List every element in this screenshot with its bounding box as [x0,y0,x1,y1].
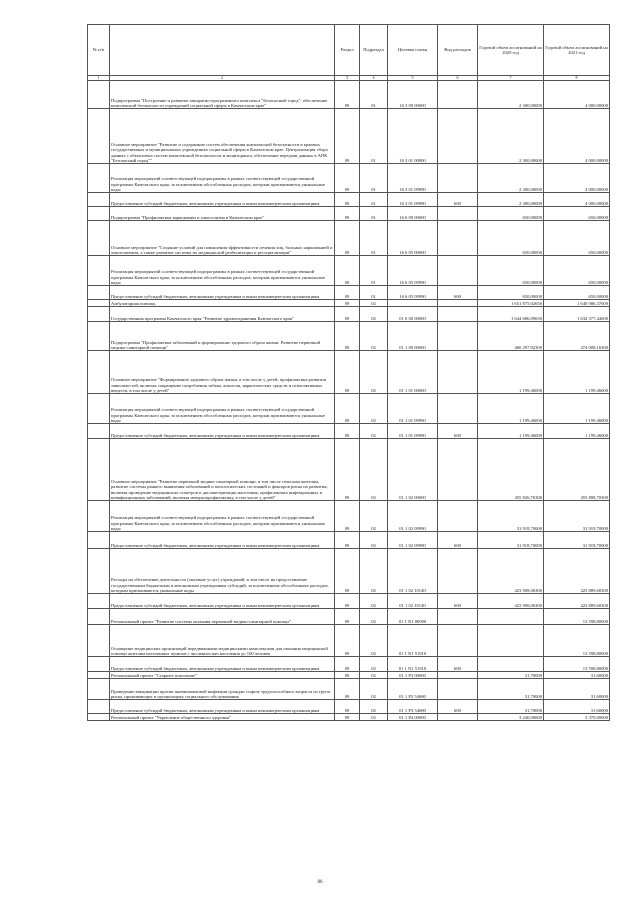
row-number-cell [88,221,110,256]
row-name-cell: Подпрограмма "Построение и развитие аппаратно-программного комплекса "Безопасный город", обеспечение комплексной безопасности учреждений социальной сферы в Камчатском крае" [110,81,335,109]
row-number-cell [88,657,110,672]
amount-2020-cell: 31 918,70000 [478,501,544,532]
table-row [88,609,610,625]
table-row [88,679,610,700]
header-cell: Целевая статья [388,25,438,76]
amount-2021-cell: 13 598,80000 [544,657,610,672]
podrazdel-cell: 01 [360,193,388,207]
expense-type-cell [438,672,478,679]
row-name-cell: Региональный проект "Старшее поколение" [110,672,335,679]
table-row [88,394,610,424]
row-name-cell: Подпрограмма "Профилактика наркомании и алкоголизма в Камчатском крае" [110,207,335,221]
amount-2021-cell: 650,00000 [544,221,610,256]
expense-type-cell [438,625,478,657]
target-article-cell: 16 3 00 00000 [388,81,438,109]
row-name-cell: Подпрограмма "Профилактика заболеваний и формирование здорового образа жизни. Развитие первичной медико-санитарной помощи" [110,322,335,351]
podrazdel-cell: 02 [360,679,388,700]
razdel-cell: 09 [335,424,360,439]
column-number: 5 [388,76,438,81]
amount-2021-cell: 1 632 377,44600 [544,307,610,322]
target-article-cell [388,300,438,307]
razdel-cell: 09 [335,657,360,672]
expense-type-cell: 600 [438,193,478,207]
amount-2020-cell: 650,00000 [478,221,544,256]
amount-2020-cell: 1 199,46000 [478,394,544,424]
row-number-cell [88,286,110,300]
amount-2020-cell: 1 199,46000 [478,424,544,439]
row-name-cell: Проведение вакцинации против пневмококковой инфекции граждан старше трудоспособного возраста из групп риска, проживающих в организациях социального обслуживания [110,679,335,700]
amount-2021-cell: 31,60000 [544,672,610,679]
row-number-cell [88,193,110,207]
table-row [88,351,610,394]
row-number-cell [88,714,110,721]
amount-2021-cell: 3 370,00000 [544,714,610,721]
row-name-cell: Государственная программа Камчатского края "Развитие здравоохранения Камчатского края" [110,307,335,322]
amount-2020-cell: 650,00000 [478,286,544,300]
table-row [88,625,610,657]
expense-type-cell: 600 [438,700,478,714]
table-row [88,322,610,351]
row-name-cell: Предоставление субсидий бюджетным, автономным учреждениям и иным некоммерческим организациям [110,532,335,549]
table-row [88,532,610,549]
column-number: 8 [544,76,610,81]
amount-2021-cell: 650,00000 [544,256,610,286]
amount-2021-cell: 455 808,70300 [544,439,610,501]
podrazdel-cell: 02 [360,322,388,351]
table-row [88,714,610,721]
amount-2021-cell: 423 889,60300 [544,594,610,609]
expense-type-cell [438,221,478,256]
row-number-cell [88,109,110,164]
row-name-cell: Предоставление субсидий бюджетным, автономным учреждениям и иным некоммерческим организациям [110,193,335,207]
row-name-cell: Реализация мероприятий соответствующей подпрограммы в рамках соответствующей государственной программы Камчатского края, за исключением обособленных расходов, которым присваиваются уникальные коды [110,394,335,424]
row-number-cell [88,549,110,594]
row-name-cell: Предоставление субсидий бюджетным, автономным учреждениям и иным некоммерческим организациям [110,424,335,439]
podrazdel-cell: 01 [360,221,388,256]
amount-2020-cell: 455 826,76300 [478,439,544,501]
target-article-cell: 16 3 01 09990 [388,193,438,207]
header-cell: Годовой объем ассигнований на 2021 год [544,25,610,76]
amount-2020-cell: 31,70000 [478,700,544,714]
row-number-cell [88,394,110,424]
amount-2020-cell: 423 908,06300 [478,549,544,594]
amount-2021-cell: 1 199,46000 [544,424,610,439]
expense-type-cell: 600 [438,657,478,672]
row-number-cell [88,351,110,394]
razdel-cell: 09 [335,439,360,501]
row-number-cell [88,700,110,714]
column-number: 2 [110,76,335,81]
row-name-cell: Основное мероприятие "Развитие первичной медико-санитарной помощи, в том числе сельским жителям, развитие системы раннего выявления заболеваний и патологических состояний и факторов риска их развития, включая проведение медицинских осмотров и диспансеризации населения, профилактика инфекционных и неинфекционных заболеваний, включая иммунопрофилактику, в том числе у детей" [110,439,335,501]
razdel-cell: 09 [335,307,360,322]
target-article-cell: 01 1 P4 00000 [388,714,438,721]
row-name-cell: Реализация мероприятий соответствующей подпрограммы в рамках соответствующей государственной программы Камчатского края, за исключением обособленных расходов, которым присваиваются уникальные коды [110,501,335,532]
podrazdel-cell: 01 [360,81,388,109]
amount-2020-cell: 31,70000 [478,672,544,679]
amount-2021-cell: 31,60000 [544,679,610,700]
table-row [88,286,610,300]
row-number-cell [88,256,110,286]
table-header-row [88,25,610,76]
expense-type-cell [438,439,478,501]
table-row [88,424,610,439]
row-number-cell [88,207,110,221]
amount-2020-cell: 2 300,00000 [478,81,544,109]
amount-2021-cell: 1 199,46000 [544,394,610,424]
row-number-cell [88,594,110,609]
expense-type-cell [438,714,478,721]
row-name-cell: Предоставление субсидий бюджетным, автономным учреждениям и иным некоммерческим организациям [110,594,335,609]
target-article-cell: 01 1 P3 54680 [388,700,438,714]
razdel-cell: 09 [335,609,360,625]
target-article-cell: 01 1 02 00000 [388,439,438,501]
razdel-cell: 09 [335,322,360,351]
column-number: 7 [478,76,544,81]
amount-2021-cell: 423 889,60300 [544,549,610,594]
razdel-cell: 09 [335,256,360,286]
target-article-cell: 16 3 01 09990 [388,164,438,193]
column-number: 6 [438,76,478,81]
amount-2021-cell: 4 000,00000 [544,164,610,193]
target-article-cell: 01 1 01 09990 [388,394,438,424]
podrazdel-cell: 02 [360,672,388,679]
razdel-cell: 09 [335,81,360,109]
target-article-cell: 16 6 05 09990 [388,256,438,286]
razdel-cell: 09 [335,300,360,307]
razdel-cell: 09 [335,700,360,714]
table-row [88,439,610,501]
razdel-cell: 09 [335,532,360,549]
amount-2021-cell: 1 199,46000 [544,351,610,394]
razdel-cell: 09 [335,714,360,721]
razdel-cell: 09 [335,286,360,300]
column-number: 4 [360,76,388,81]
podrazdel-cell: 01 [360,207,388,221]
amount-2021-cell: 31,60000 [544,700,610,714]
razdel-cell: 09 [335,501,360,532]
target-article-cell: 01 0 00 00000 [388,307,438,322]
amount-2021-cell: 13 598,80000 [544,609,610,625]
amount-2021-cell: 650,00000 [544,286,610,300]
amount-2020-cell: 650,00000 [478,256,544,286]
amount-2020-cell [478,609,544,625]
amount-2020-cell: 1 199,46000 [478,351,544,394]
razdel-cell: 09 [335,625,360,657]
target-article-cell: 16 6 00 00000 [388,207,438,221]
amount-2021-cell: 31 918,70000 [544,532,610,549]
row-name-cell: Оснащение медицинских организаций передвижными медицинскими комплексами для оказания медицинской помощи жителям населенных пунктов с численностью населения до 100 человек [110,625,335,657]
expense-type-cell [438,501,478,532]
row-name-cell: Основное мероприятие "Формирование здорового образа жизни, в том числе у детей, профилактика развития зависимостей, включая сокращение потребления табака, алкоголя, наркотических средств и психоактивных веществ, в том числе у детей" [110,351,335,394]
amount-2020-cell: 31,70000 [478,679,544,700]
expense-type-cell [438,394,478,424]
razdel-cell: 09 [335,394,360,424]
expense-type-cell [438,322,478,351]
target-article-cell: 01 1 P3 00000 [388,672,438,679]
row-name-cell: Предоставление субсидий бюджетным, автономным учреждениям и иным некоммерческим организациям [110,657,335,672]
expense-type-cell [438,351,478,394]
razdel-cell: 09 [335,672,360,679]
target-article-cell: 01 1 02 10140 [388,549,438,594]
row-number-cell [88,164,110,193]
amount-2021-cell: 650,00000 [544,207,610,221]
row-number-cell [88,424,110,439]
podrazdel-cell: 02 [360,549,388,594]
amount-2020-cell: 1 651 875,02650 [478,300,544,307]
amount-2020-cell: 31 918,70000 [478,532,544,549]
header-cell: Раздел [335,25,360,76]
target-article-cell: 16 6 05 09990 [388,286,438,300]
razdel-cell: 09 [335,221,360,256]
row-number-cell [88,625,110,657]
expense-type-cell: 600 [438,286,478,300]
razdel-cell: 09 [335,193,360,207]
amount-2020-cell: 460 297,92300 [478,322,544,351]
table-row [88,501,610,532]
expense-type-cell [438,609,478,625]
row-number-cell [88,300,110,307]
razdel-cell: 09 [335,549,360,594]
table-row [88,657,610,672]
target-article-cell: 01 1 P3 54680 [388,679,438,700]
podrazdel-cell: 02 [360,351,388,394]
table-row [88,700,610,714]
podrazdel-cell: 02 [360,501,388,532]
column-number: 3 [335,76,360,81]
amount-2020-cell [478,657,544,672]
podrazdel-cell: 02 [360,657,388,672]
row-name-cell: Амбулаторная помощь [110,300,335,307]
podrazdel-cell: 01 [360,256,388,286]
podrazdel-cell: 02 [360,307,388,322]
table-row [88,207,610,221]
podrazdel-cell: 01 [360,109,388,164]
row-number-cell [88,439,110,501]
row-name-cell: Расходы на обеспечение деятельности (оказание услуг) учреждений, в том числе на предоставление государственным бюджетным и автономным учреждениям субсидий, за исключением обособленных расходов, которым присваиваются уникальные коды [110,549,335,594]
razdel-cell: 09 [335,679,360,700]
target-article-cell: 01 1 01 00000 [388,351,438,394]
amount-2021-cell: 4 000,00000 [544,81,610,109]
table-row [88,221,610,256]
amount-2020-cell: 3 240,00000 [478,714,544,721]
target-article-cell: 01 1 01 09990 [388,424,438,439]
row-name-cell: Реализация мероприятий соответствующей подпрограммы в рамках соответствующей государственной программы Камчатского края, за исключением обособленных расходов, которым присваиваются уникальные коды [110,256,335,286]
razdel-cell: 09 [335,351,360,394]
row-number-cell [88,307,110,322]
target-article-cell: 01 1 00 00000 [388,322,438,351]
podrazdel-cell: 02 [360,609,388,625]
expense-type-cell [438,81,478,109]
podrazdel-cell: 02 [360,594,388,609]
table-row [88,672,610,679]
row-name-cell: Региональный проект "Развитие системы оказания первичной медико-санитарной помощи" [110,609,335,625]
razdel-cell: 09 [335,109,360,164]
expense-type-cell [438,164,478,193]
row-number-cell [88,672,110,679]
row-number-cell [88,81,110,109]
table-row [88,164,610,193]
podrazdel-cell: 02 [360,625,388,657]
row-name-cell: Предоставление субсидий бюджетным, автономным учреждениям и иным некоммерческим организациям [110,700,335,714]
amount-2020-cell: 2 300,00000 [478,109,544,164]
amount-2021-cell: 31 918,70000 [544,501,610,532]
table-row [88,307,610,322]
table-row [88,300,610,307]
target-article-cell: 01 1 02 10140 [388,594,438,609]
podrazdel-cell: 01 [360,164,388,193]
expense-type-cell [438,256,478,286]
amount-2021-cell: 4 000,00000 [544,109,610,164]
expense-type-cell [438,307,478,322]
expense-type-cell: 600 [438,594,478,609]
target-article-cell: 01 1 N1 51910 [388,625,438,657]
expense-type-cell [438,549,478,594]
row-name-cell: Реализация мероприятий соответствующей подпрограммы в рамках соответствующей государственной программы Камчатского края, за исключением обособленных расходов, которым присваиваются уникальные коды [110,164,335,193]
target-article-cell: 01 1 N1 00000 [388,609,438,625]
razdel-cell: 09 [335,594,360,609]
expense-type-cell [438,207,478,221]
amount-2020-cell: 2 300,00000 [478,193,544,207]
target-article-cell: 01 1 02 09990 [388,501,438,532]
podrazdel-cell: 02 [360,532,388,549]
row-number-cell [88,679,110,700]
expense-type-cell: 600 [438,424,478,439]
table-row [88,594,610,609]
table-row [88,193,610,207]
target-article-cell: 01 1 N1 51910 [388,657,438,672]
razdel-cell: 09 [335,164,360,193]
amount-2021-cell: 13 598,80000 [544,625,610,657]
table-row [88,549,610,594]
column-number: 1 [88,76,110,81]
row-number-cell [88,532,110,549]
budget-table [87,24,610,721]
row-name-cell: Основное мероприятие "Развитие и содержание систем обеспечения комплексной безопасности в краевых государственных и муниципальных учреждениях социальной сферы в Камчатском крае. Централизация сбора данных с объектовых систем комплексной безопасности и мониторинга, обеспечение передачи данных в АПК "Безопасный город"" [110,109,335,164]
target-article-cell: 16 3 01 00000 [388,109,438,164]
amount-2021-cell: 4 000,00000 [544,193,610,207]
podrazdel-cell: 02 [360,424,388,439]
amount-2020-cell: 650,00000 [478,207,544,221]
row-number-cell [88,322,110,351]
expense-type-cell [438,679,478,700]
header-cell: Подраздел [360,25,388,76]
header-cell: Вид расходов [438,25,478,76]
podrazdel-cell: 02 [360,700,388,714]
amount-2020-cell: 423 908,06300 [478,594,544,609]
podrazdel-cell: 01 [360,286,388,300]
target-article-cell: 01 1 02 09990 [388,532,438,549]
amount-2020-cell [478,625,544,657]
expense-type-cell: 600 [438,532,478,549]
row-number-cell [88,501,110,532]
header-cell [110,25,335,76]
podrazdel-cell: 02 [360,439,388,501]
expense-type-cell [438,300,478,307]
expense-type-cell [438,109,478,164]
amount-2021-cell: 474 008,16300 [544,322,610,351]
podrazdel-cell: 02 [360,714,388,721]
razdel-cell: 09 [335,207,360,221]
table-row [88,109,610,164]
row-name-cell: Предоставление субсидий бюджетным, автономным учреждениям и иным некоммерческим организациям [110,286,335,300]
table-row [88,81,610,109]
page-number: 86 [317,880,323,885]
row-name-cell: Основное мероприятие "Создание условий для повышения эффективности лечения лиц, больных наркоманией и алкоголизмом, а также развитие системы их медицинской реабилитации и ресоциализации" [110,221,335,256]
row-name-cell: Региональный проект "Укрепление общественного здоровья" [110,714,335,721]
amount-2021-cell: 1 640 086,37600 [544,300,610,307]
row-number-cell [88,609,110,625]
header-cell: № п/п [88,25,110,76]
amount-2020-cell: 1 644 686,09650 [478,307,544,322]
header-cell: Годовой объем ассигнований на 2020 год [478,25,544,76]
target-article-cell: 16 6 05 00000 [388,221,438,256]
podrazdel-cell: 02 [360,300,388,307]
amount-2020-cell: 2 300,00000 [478,164,544,193]
podrazdel-cell: 02 [360,394,388,424]
table-row [88,256,610,286]
